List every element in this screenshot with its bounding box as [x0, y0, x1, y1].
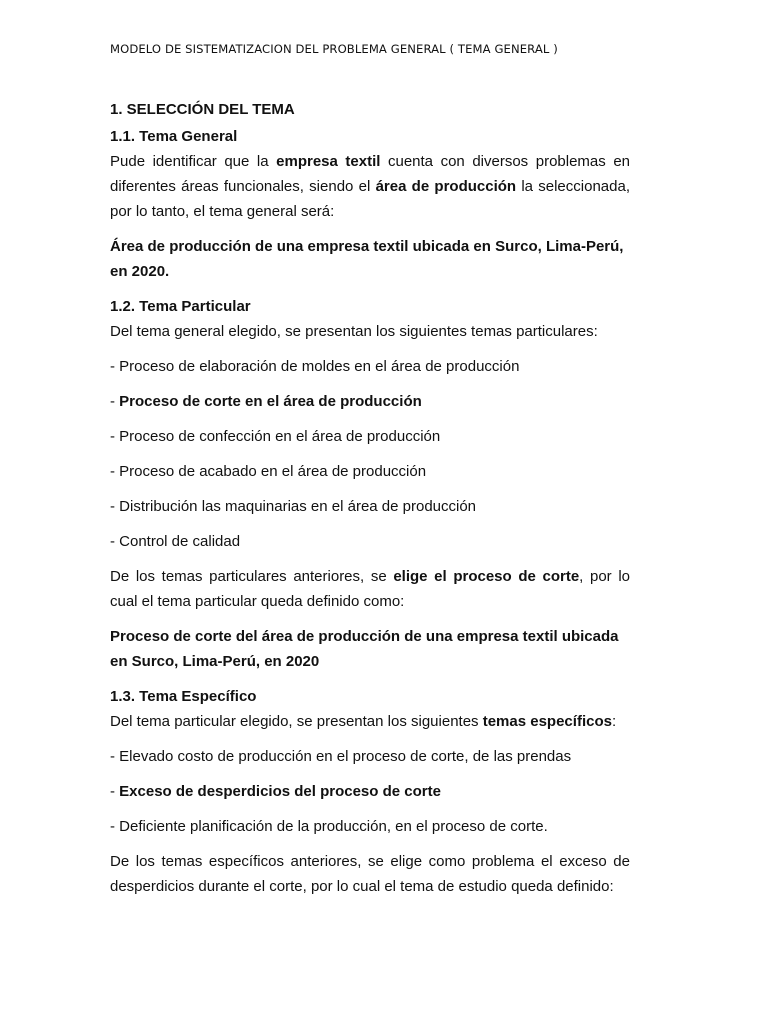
paragraph-specific-intro: Del tema particular elegido, se presentan los siguientes temas específicos: — [110, 713, 617, 730]
paragraph-particular-intro: Del tema general elegido, se presentan los siguientes temas particulares: — [110, 323, 598, 340]
list-item-selected: - Proceso de corte en el área de producción — [110, 393, 422, 410]
list-item-selected: - Exceso de desperdicios del proceso de corte — [110, 783, 441, 800]
paragraph-general: Pude identificar que la empresa textil cuenta con diversos problemas en diferentes áreas funcionales, siendo el área de producción la seleccionada, por lo tanto, el tema general será: — [110, 153, 630, 220]
paragraph-specific-choice: De los temas específicos anteriores, se elige como problema el exceso de desperdicios durante el corte, por lo cual el tema de estudio queda definido: — [110, 853, 630, 895]
page-header: MODELO DE SISTEMATIZACION DEL PROBLEMA GENERAL ( TEMA GENERAL ) — [110, 42, 558, 56]
list-item: - Proceso de elaboración de moldes en el área de producción — [110, 358, 520, 375]
subsection-heading-general: 1.1. Tema General — [110, 128, 238, 145]
list-item: - Distribución las maquinarias en el área de producción — [110, 498, 477, 515]
list-item: - Proceso de acabado en el área de producción — [110, 463, 427, 480]
list-item: - Proceso de confección en el área de producción — [110, 428, 441, 445]
definition-particular: Proceso de corte del área de producción de una empresa textil ubicada en Surco, Lima-Perú, en 2020 — [110, 628, 619, 670]
subsection-heading-particular: 1.2. Tema Particular — [110, 298, 251, 315]
list-item: - Deficiente planificación de la producción, en el proceso de corte. — [110, 818, 548, 835]
list-item: - Control de calidad — [110, 533, 241, 550]
document-body — [110, 97, 630, 899]
definition-general: Área de producción de una empresa textil ubicada en Surco, Lima-Perú, en 2020. — [110, 238, 624, 280]
paragraph-particular-choice: De los temas particulares anteriores, se elige el proceso de corte, por lo cual el tema particular queda definido como: — [110, 568, 630, 610]
list-item: - Elevado costo de producción en el proceso de corte, de las prendas — [110, 748, 572, 765]
section-heading: 1. SELECCIÓN DEL TEMA — [110, 101, 295, 118]
subsection-heading-specific: 1.3. Tema Específico — [110, 688, 257, 705]
